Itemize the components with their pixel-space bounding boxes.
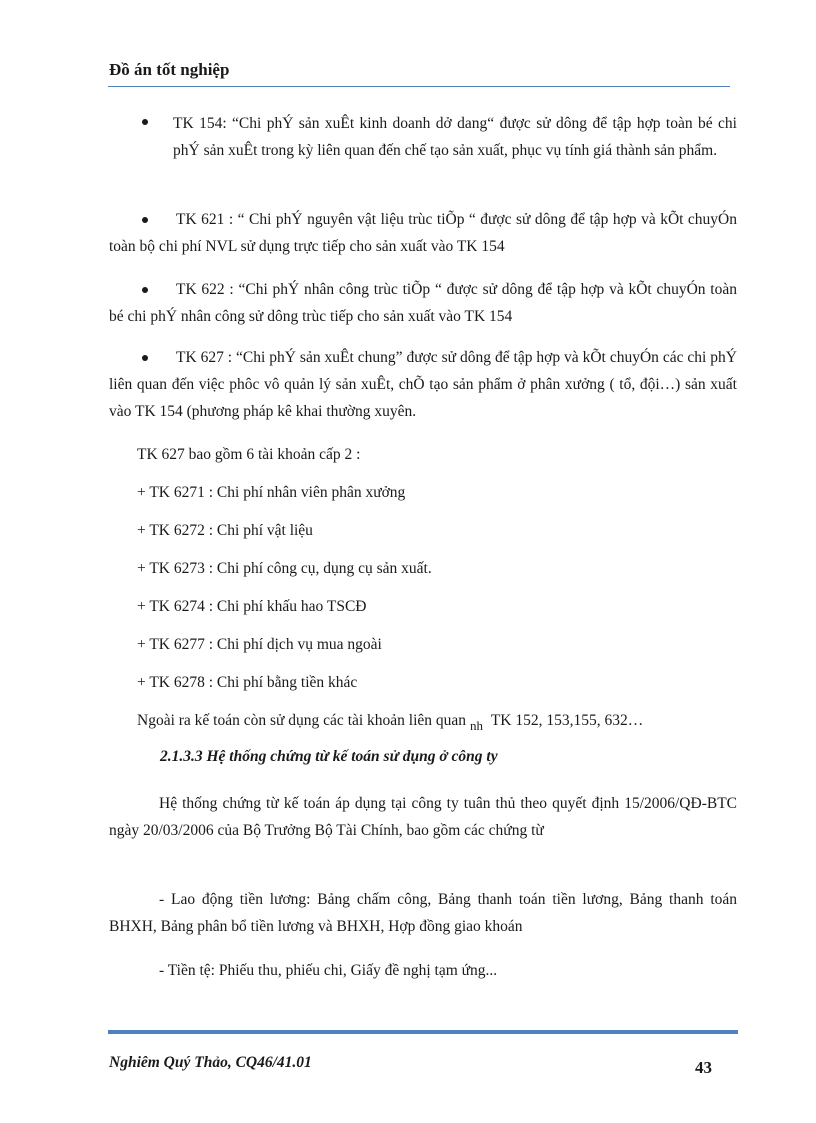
other-accounts-nh: nh	[469, 718, 483, 733]
page-header-title: Đồ án tốt nghiệp	[109, 60, 230, 79]
bullet-tk621: TK 621 : “ Chi phÝ nguyên vật liệu trùc tiÕp “ được sử dông để tập hợp và kÕt chuyÓn toàn bộ chi phí NVL sử dụng trực tiếp cho sản xuất vào TK 154	[109, 211, 737, 255]
other-accounts-suffix: TK 152, 153,155, 632…	[490, 712, 644, 729]
header-divider	[108, 86, 730, 87]
section-heading: 2.1.3.3 Hệ thống chứng từ kế toán sử dụng ở công ty	[160, 748, 498, 765]
bullet-tk622: TK 622 : “Chi phÝ nhân công trùc tiÕp “ được sử dông để tập hợp và kÕt chuyÓn toàn bé chi phÝ nhân công sử dông trùc tiếp cho sản xuất vào TK 154	[109, 281, 737, 325]
sub-account-item: + TK 6271 : Chi phí nhân viên phân xưởng	[137, 484, 406, 501]
tk627-intro: TK 627 bao gồm 6 tài khoản cấp 2 :	[137, 446, 361, 463]
sub-account-item: + TK 6274 : Chi phí khấu hao TSCĐ	[137, 598, 367, 615]
paragraph-voucher-system: Hệ thống chứng từ kế toán áp dụng tại công ty tuân thủ theo quyết định 15/2006/QĐ-BTC ngày 20/03/2006 của Bộ Trưởng Bộ Tài Chính, bao gồm các chứng từ	[109, 795, 737, 839]
page-number: 43	[695, 1058, 712, 1077]
sub-account-item: + TK 6272 : Chi phí vật liệu	[137, 522, 313, 539]
paragraph-labor: - Lao động tiền lương: Bảng chấm công, Bảng thanh toán tiền lương, Bảng thanh toán BHXH, Bảng phân bổ tiền lương và BHXH, Hợp đồng giao khoán	[109, 891, 737, 935]
sub-account-item: + TK 6277 : Chi phí dịch vụ mua ngoài	[137, 636, 382, 653]
other-accounts-prefix: Ngoài ra kế toán còn sử dụng các tài khoản liên quan	[137, 712, 467, 729]
bullet-tk154: TK 154: “Chi phÝ sản xuÊt kinh doanh dở dang“ được sử dông để tập hợp toàn bé chi phÝ sản xuÊt trong kỳ liên quan đến chế tạo sản xuất, phục vụ tính giá thành sản phẩm.	[173, 115, 737, 159]
footer-divider	[108, 1030, 738, 1034]
bullet-tk627: TK 627 : “Chi phÝ sản xuÊt chung” được sử dông để tập hợp và kÕt chuyÓn các chi phÝ liên quan đến việc phôc vô quản lý sản xuÊt, chÕ tạo sản phẩm ở phân xưởng ( tổ, đội…) sản xuất vào TK 154 (phương pháp kê khai thường xuyên.	[109, 349, 737, 420]
sub-account-item: + TK 6273 : Chi phí công cụ, dụng cụ sản xuất.	[137, 560, 432, 577]
paragraph-money: - Tiền tệ: Phiếu thu, phiếu chi, Giấy đề nghị tạm ứng...	[159, 962, 498, 979]
other-accounts-line	[137, 712, 644, 733]
bullet-icon	[142, 119, 148, 125]
sub-account-item: + TK 6278 : Chi phí bằng tiền khác	[137, 674, 358, 691]
footer-author: Nghiêm Quý Thảo, CQ46/41.01	[109, 1054, 312, 1071]
